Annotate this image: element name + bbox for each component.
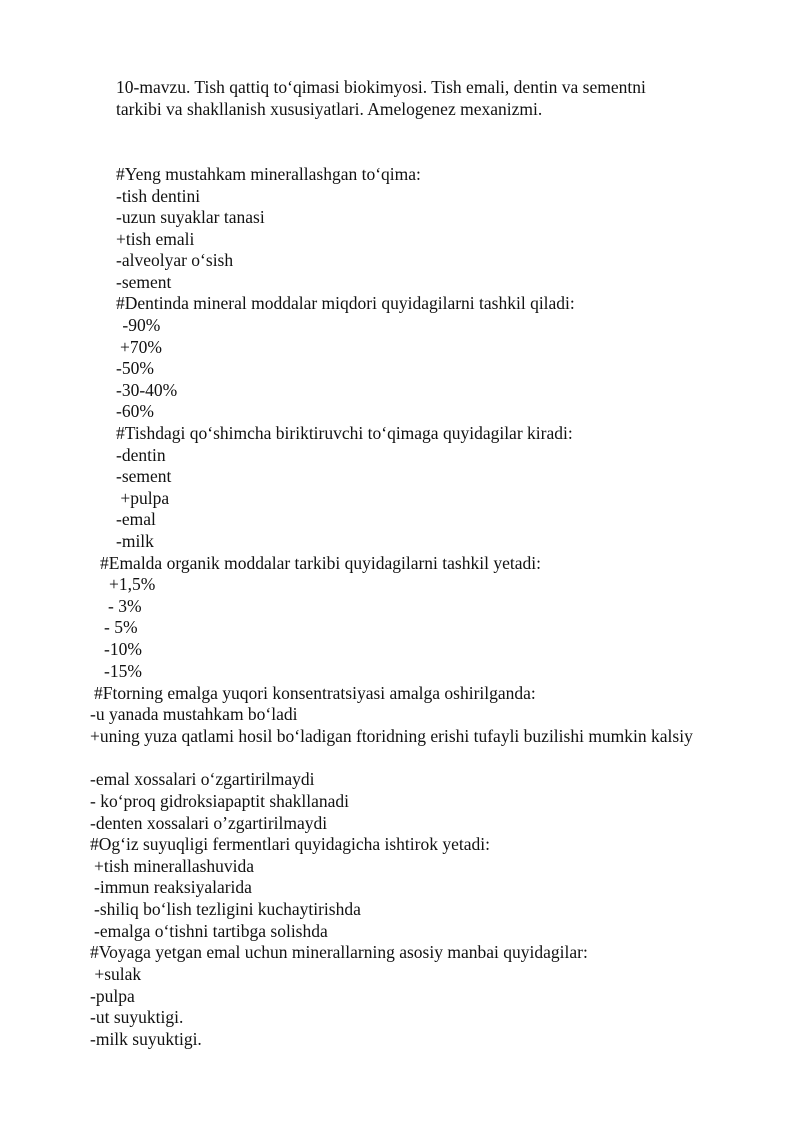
title-line-2: tarkibi va shakllanish xususiyatlari. Amelogenez mexanizmi. — [116, 99, 543, 119]
q5-option-5: -denten xossalari o’zgartirilmaydi — [90, 813, 328, 833]
q7-option-3: -ut suyuktigi. — [90, 1007, 184, 1027]
question-4: #Emalda organik moddalar tarkibi quyidagilarni tashkil yetadi: — [100, 553, 541, 573]
q3-option-2: -sement — [116, 466, 172, 486]
question-2: #Dentinda mineral moddalar miqdori quyidagilarni tashkil qiladi: — [116, 293, 575, 313]
q3-option-3: +pulpa — [116, 488, 170, 508]
q2-option-1: -90% — [118, 315, 161, 335]
q5-option-3: -emal xossalari o‘zgartirilmaydi — [90, 769, 315, 789]
q1-option-5: -sement — [116, 272, 172, 292]
q5-option-4: - ko‘proq gidroksiapaptit shakllanadi — [90, 791, 350, 811]
q7-option-1: +sulak — [90, 964, 142, 984]
q4-option-5: -15% — [104, 661, 142, 681]
q2-option-3: -50% — [116, 358, 154, 378]
q7-option-2: -pulpa — [90, 986, 135, 1006]
q5-option-2: +uning yuza qatlami hosil bo‘ladigan ftoridning erishi tufayli buzilishi mumkin kalsiy — [90, 726, 693, 746]
title-line-1: 10-mavzu. Tish qattiq to‘qimasi biokimyosi. Tish emali, dentin va sementni — [116, 77, 646, 97]
q6-option-2: -immun reaksiyalarida — [94, 877, 252, 897]
q1-option-2: -uzun suyaklar tanasi — [116, 207, 265, 227]
q1-option-4: -alveolyar o‘sish — [116, 250, 234, 270]
q2-option-4: -30-40% — [116, 380, 178, 400]
q1-option-1: -tish dentini — [116, 186, 201, 206]
q4-option-3: - 5% — [104, 617, 138, 637]
q2-option-5: -60% — [116, 401, 154, 421]
q6-option-3: -shiliq bo‘lish tezligini kuchaytirishda — [94, 899, 361, 919]
q3-option-4: -emal — [116, 509, 156, 529]
q1-option-3: +tish emali — [116, 229, 195, 249]
question-3: #Tishdagi qo‘shimcha biriktiruvchi to‘qimaga quyidagilar kiradi: — [116, 423, 573, 443]
question-6: #Og‘iz suyuqligi fermentlari quyidagicha ishtirok yetadi: — [90, 834, 490, 854]
question-7: #Voyaga yetgan emal uchun minerallarning asosiy manbai quyidagilar: — [90, 942, 588, 962]
q4-option-1: +1,5% — [109, 574, 156, 594]
q5-option-1: -u yanada mustahkam bo‘ladi — [90, 704, 298, 724]
q4-option-4: -10% — [104, 639, 142, 659]
question-1: #Yeng mustahkam minerallashgan to‘qima: — [116, 164, 421, 184]
question-5: #Ftorning emalga yuqori konsentratsiyasi amalga oshirilganda: — [94, 683, 536, 703]
q3-option-5: -milk — [116, 531, 154, 551]
q6-option-1: +tish minerallashuvida — [94, 856, 255, 876]
q6-option-4: -emalga o‘tishni tartibga solishda — [94, 921, 328, 941]
q7-option-4: -milk suyuktigi. — [90, 1029, 202, 1049]
q2-option-2: +70% — [120, 337, 162, 357]
q3-option-1: -dentin — [116, 445, 166, 465]
q4-option-2: - 3% — [108, 596, 142, 616]
